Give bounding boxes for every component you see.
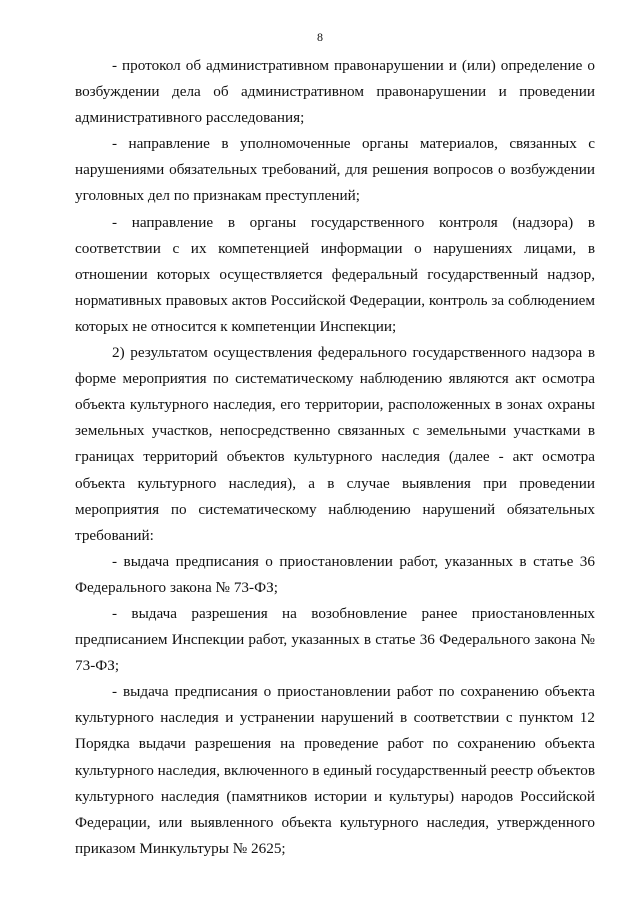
- paragraph-suspension-order: - выдача предписания о приостановлении работ, указанных в статье 36 Федерального закона № 73-ФЗ;: [75, 552, 595, 596]
- paragraph-resumption-permit: - выдача разрешения на возобновление ранее приостановленных предписанием Инспекции работ, указанных в статье 36 Федерального закона № 73-ФЗ;: [75, 604, 595, 675]
- page-number: 8: [317, 30, 323, 44]
- document-body: [75, 53, 595, 862]
- paragraph-referral-materials: - направление в уполномоченные органы материалов, связанных с нарушениями обязательных требований, для решения вопросов о возбуждении уголовных дел по признакам преступлений;: [75, 135, 595, 205]
- paragraph-preservation-works-order: - выдача предписания о приостановлении работ по сохранению объекта культурного наследия и устранении нарушений в соответствии с пунктом 12 Порядка выдачи разрешения на проведение работ по сохранению объекта культурного наследия, включенного в единый государственный реестр объектов культурного наследия (памятников истории и культуры) народов Российской Федерации, или выявленного объекта культурного наследия, утвержденного приказом Минкультуры № 2625;: [75, 683, 595, 857]
- paragraph-referral-information: - направление в органы государственного контроля (надзора) в соответствии с их компетенцией информации о нарушениях лицами, в отношении которых осуществляется федеральный государственный надзор, нормативных правовых актов Российской Федерации, контроль за соблюдением которых не относится к компетенции Инспекции;: [75, 213, 595, 335]
- paragraph-protocol: - протокол об административном правонарушении и (или) определение о возбуждении дела об административном правонарушении и проведении административного расследования;: [75, 57, 595, 127]
- paragraph-systematic-observation-result: 2) результатом осуществления федерального государственного надзора в форме мероприятия по систематическому наблюдению являются акт осмотра объекта культурного наследия, его территории, расположенных в зонах охраны земельных участков, непосредственно связанных с земельными участками в границах территорий объектов культурного наследия (далее - акт осмотра объекта культурного наследия), а в случае выявления при проведении мероприятия по систематическому наблюдению нарушений обязательных требований:: [75, 344, 595, 544]
